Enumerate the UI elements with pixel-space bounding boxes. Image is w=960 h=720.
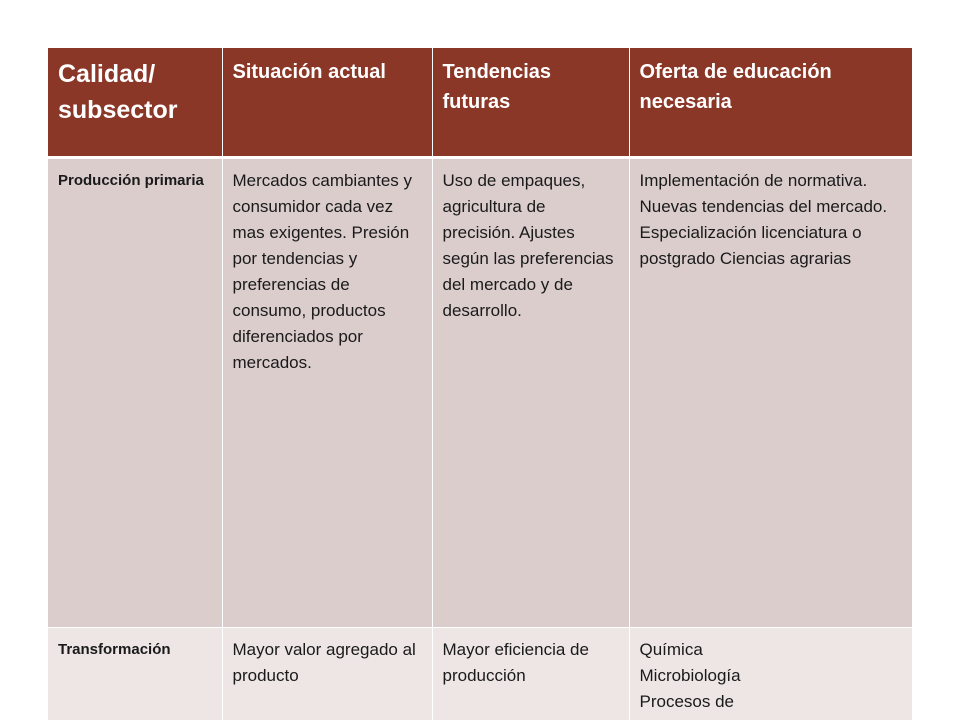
table-row	[48, 157, 912, 627]
cell-tendencias-futuras: Mayor eficiencia de producción	[432, 627, 629, 720]
row-label: Transformación	[48, 627, 222, 720]
cell-oferta-educacion: Implementación de normativa. Nuevas tendencias del mercado. Especialización licenciatura o postgrado Ciencias agrarias	[629, 157, 912, 627]
education-quality-table	[48, 48, 912, 720]
header-oferta-educacion: Oferta de educación necesaria	[629, 48, 912, 157]
header-tendencias-futuras: Tendencias futuras	[432, 48, 629, 157]
cell-tendencias-futuras: Uso de empaques, agricultura de precisión. Ajustes según las preferencias del mercado y de desarrollo.	[432, 157, 629, 627]
row-label: Producción primaria	[48, 157, 222, 627]
header-calidad-subsector: Calidad/ subsector	[48, 48, 222, 157]
table-header-row	[48, 48, 912, 157]
table-row	[48, 627, 912, 720]
cell-situacion-actual: Mercados cambiantes y consumidor cada vez mas exigentes. Presión por tendencias y preferencias de consumo, productos diferenciados por mercados.	[222, 157, 432, 627]
header-situacion-actual: Situación actual	[222, 48, 432, 157]
cell-oferta-educacion: Química Microbiología Procesos de	[629, 627, 912, 720]
cell-situacion-actual: Mayor valor agregado al producto	[222, 627, 432, 720]
